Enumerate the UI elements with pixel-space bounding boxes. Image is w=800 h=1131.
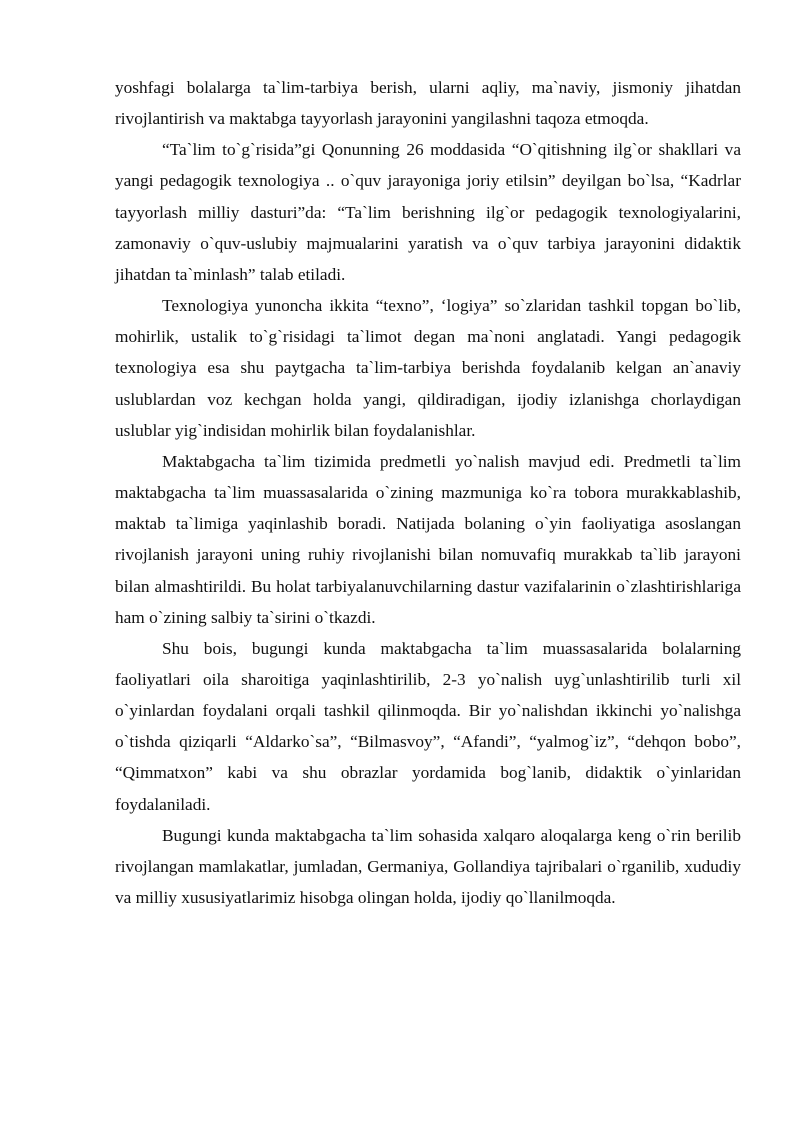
paragraph-current-practice: Shu bois, bugungi kunda maktabgacha ta`lim muassasalarida bolalarning faoliyatlari oila sharoitiga yaqinlashtirilib, 2-3 yo`nalish uyg`unlashtirilib turli xil o`yinlardan foydalani orqali tashkil qilinmoqda. Bir yo`nalishdan ikkinchi yo`nalishga o`tishda qiziqarli “Aldarko`sa”, “Bilmasvoy”, “Afandi”, “yalmog`iz”, “dehqon bobo”, “Qimmatxon” kabi va shu obrazlar yordamida bog`lanib, didaktik o`yinlaridan foydalaniladi. [115, 638, 741, 814]
paragraph-continued: yoshfagi bolalarga ta`lim-tarbiya berish, ularni aqliy, ma`naviy, jismoniy jihatdan rivojlantirish va maktabga tayyorlash jarayonini yangilashni taqoza etmoqda. [115, 78, 741, 129]
paragraph-technology-definition: Texnologiya yunoncha ikkita “texno”, ‘logiya” so`zlaridan tashkil topgan bo`lib, mohirlik, ustalik to`g`risidagi ta`limot degan ma`noni anglatadi. Yangi pedagogik texnologiya esa shu paytgacha ta`lim-tarbiya berishda foydalanib kelgan an`anaviy uslublardan voz kechgan holda yangi, qildiradigan, ijodiy izlanishga chorlaydigan uslublar yig`indisidan mohirlik bilan foydalanishlar. [115, 296, 741, 440]
paragraph-subject-direction: Maktabgacha ta`lim tizimida predmetli yo`nalish mavjud edi. Predmetli ta`lim maktabgacha ta`lim muassasalarida o`zining mazmuniga ko`ra tobora murakkablashib, maktab ta`limiga yaqinlashib boradi. Natijada bolaning o`yin faoliyatiga asoslangan rivojlanish jarayoni uning ruhiy rivojlanishi bilan nomuvafiq murakkab ta`lib jarayoni bilan almashtirildi. Bu holat tarbiyalanuvchilarning dastur vazifalarinin o`zlashtirishlariga ham o`zining salbiy ta`sirini o`tkazdi. [115, 451, 741, 627]
document-body [115, 72, 741, 913]
paragraph-law-reference: “Ta`lim to`g`risida”gi Qonunning 26 moddasida “O`qitishning ilg`or shakllari va yangi pedagogik texnologiya .. o`quv jarayoniga joriy etilsin” deyilgan bo`lsa, “Kadrlar tayyorlash milliy dasturi”da: “Ta`lim berishning ilg`or pedagogik texnologiyalarini, zamonaviy o`quv-uslubiy majmualarini yaratish va o`quv tarbiya jarayonini didaktik jihatdan ta`minlash” talab etiladi. [115, 140, 741, 284]
paragraph-international-experience: Bugungi kunda maktabgacha ta`lim sohasida xalqaro aloqalarga keng o`rin berilib rivojlangan mamlakatlar, jumladan, Germaniya, Gollandiya tajribalari o`rganilib, xududiy va milliy xususiyatlarimiz hisobga olingan holda, ijodiy qo`llanilmoqda. [115, 825, 741, 908]
